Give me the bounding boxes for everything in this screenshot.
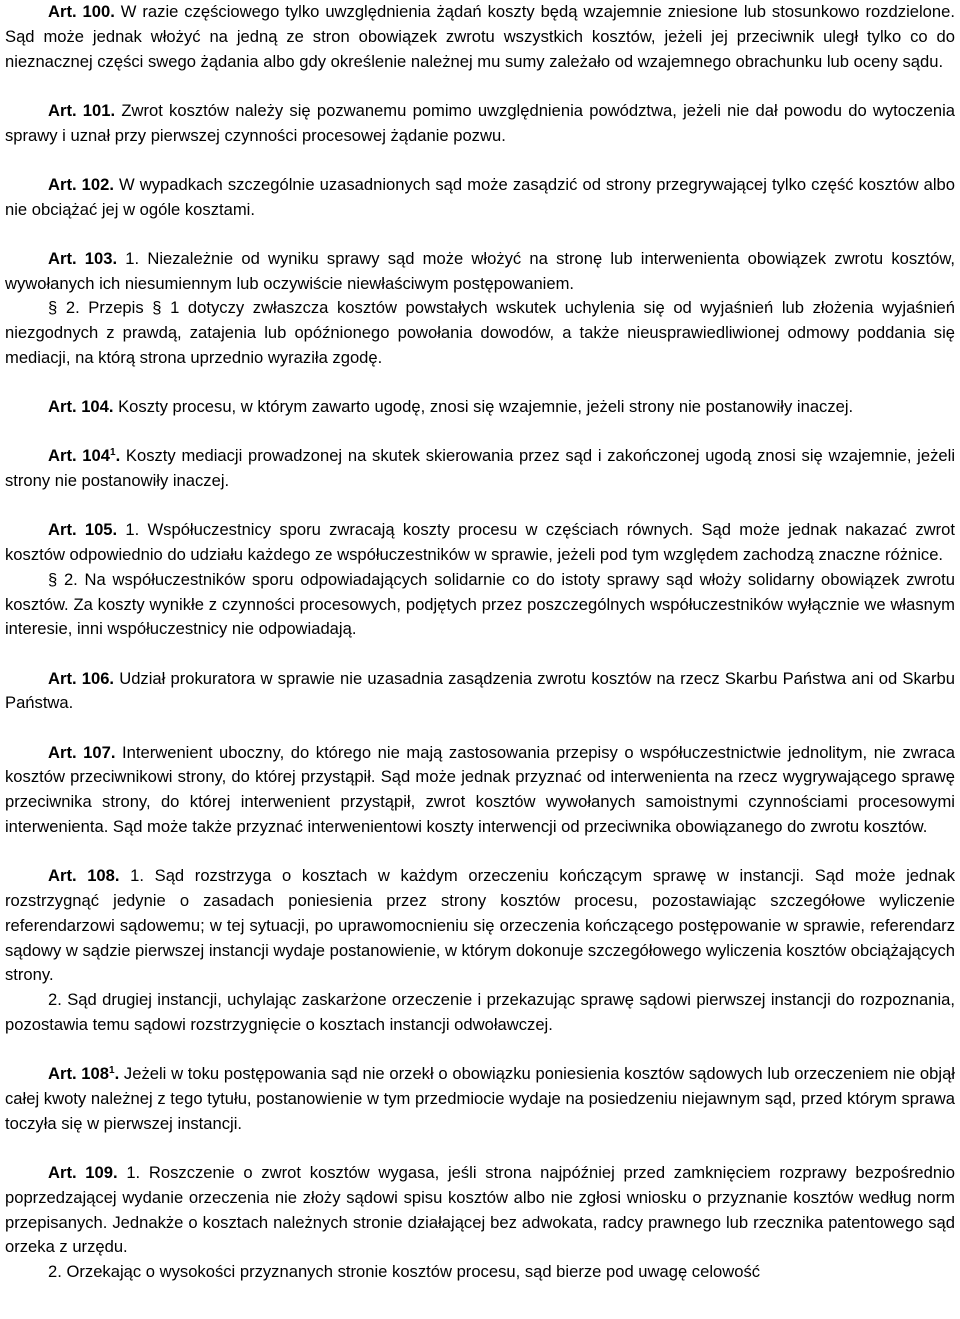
article-art106 [5, 667, 955, 717]
article-label-text: Art. 108. [48, 866, 120, 886]
article-label [48, 866, 120, 885]
article-subparagraph [5, 988, 955, 1038]
paragraph-text: Udział prokuratora w sprawie nie uzasadnia zasądzenia zwrotu kosztów na rzecz Skarbu Państwa ani od Skarbu Państwa. [5, 668, 955, 713]
paragraph-number: 2. [48, 990, 62, 1010]
article-paragraph [5, 99, 955, 149]
paragraph-text: Sąd drugiej instancji, uchylając zaskarżone orzeczenie i przekazując sprawę sądowi pierwszej instancji do rozpoznania, pozostawia temu sądowi rozstrzygnięcie o kosztach instancji odwoławczej. [5, 990, 955, 1035]
article-art108_1 [5, 1062, 955, 1136]
article-art104 [5, 395, 955, 420]
article-art105 [5, 518, 955, 642]
article-label [48, 669, 114, 688]
article-label [48, 743, 115, 762]
article-art104_1 [5, 444, 955, 494]
article-paragraph [5, 247, 955, 297]
paragraph-number: 1. [126, 1162, 141, 1182]
paragraph-text: Zwrot kosztów należy się pozwanemu pomimo uwzględnienia powództwa, jeżeli nie dał powodu do wytoczenia sprawy i uznał przy pierwszej czynności procesowej żądanie pozwu. [5, 100, 955, 145]
article-art102 [5, 173, 955, 223]
article-subparagraph [5, 296, 955, 370]
article-subparagraph [5, 568, 955, 642]
article-label-text: Art. 105. [48, 520, 118, 540]
article-art109 [5, 1161, 955, 1285]
article-paragraph [5, 0, 955, 74]
paragraph-text: Niezależnie od wyniku sprawy sąd może włożyć na stronę lub interwenienta obowiązek zwrotu kosztów, wywołanych ich niesumiennym lub oczywiście niewłaściwym postępowaniem. [5, 248, 955, 293]
article-label-text: Art. 107. [48, 742, 116, 762]
article-label [48, 446, 120, 465]
article-label-text: Art. 104 [48, 446, 110, 466]
article-art101 [5, 99, 955, 149]
paragraph-text: Sąd rozstrzyga o kosztach w każdym orzeczeniu kończącym sprawę w instancji. Sąd może jednak rozstrzygnąć jedynie o zasadach poniesienia przez strony kosztów procesu, pozostawiając szczegółowe wyliczenie referendarzowi sądowemu; w tej sytuacji, po uprawomocnieniu się orzeczenia kończącego postępowanie w sprawie, referendarz sądowy w sądzie pierwszej instancji wydaje postanowienie, w którym dokonuje szczegółowego wyliczenia kosztów obciążających strony. [5, 866, 956, 985]
article-label-superscript: 1 [110, 447, 116, 459]
paragraph-text: Orzekając o wysokości przyznanych stronie kosztów procesu, sąd bierze pod uwagę celowość [66, 1262, 761, 1282]
article-art103 [5, 247, 955, 371]
article-art107 [5, 741, 955, 840]
article-label-text: Art. 108 [48, 1064, 109, 1084]
article-label [48, 397, 113, 416]
paragraph-text: Koszty procesu, w którym zawarto ugodę, znosi się wzajemnie, jeżeli strony nie postanowiły inaczej. [118, 397, 854, 417]
article-label-text: Art. 109. [48, 1162, 118, 1182]
paragraph-text: Przepis § 1 dotyczy zwłaszcza kosztów powstałych wskutek uchylenia się od wyjaśnień lub złożenia wyjaśnień niezgodnych z prawdą, zatajenia lub opóźnionego powołania dowodów, a także nieusprawiedliwionej odmowy poddania się mediacji, na którą strona uprzednio wyraziła zgodę. [5, 298, 955, 367]
article-label-text: Art. 102. [48, 174, 114, 194]
paragraph-number: 1. [125, 248, 140, 268]
paragraph-number: § 2. [48, 298, 80, 318]
article-label-text: Art. 106. [48, 668, 115, 688]
article-art108 [5, 864, 955, 1038]
paragraph-text: Współuczestnicy sporu zwracają koszty procesu w częściach równych. Sąd może jednak nakazać zwrot kosztów odpowiednio do udziału każdego ze współuczestników w sprawie, jeżeli pod tym względem zachodzą znaczne różnice. [5, 520, 955, 565]
article-paragraph [5, 1161, 955, 1260]
article-subparagraph [5, 1260, 955, 1285]
article-label [48, 101, 115, 120]
article-paragraph [5, 864, 955, 988]
article-label-text: Art. 103. [48, 248, 118, 268]
paragraph-text: Na współuczestników sporu odpowiadających solidarnie co do istoty sprawy sąd włoży solidarny obowiązek zwrotu kosztów. Za koszty wynikłe z czynności procesowych, podjętych przez poszczególnych współuczestników wyłącznie we własnym interesie, inni współuczestnicy nie odpowiadają. [5, 569, 955, 639]
document-page [5, 0, 955, 1309]
article-paragraph [5, 444, 955, 494]
paragraph-text: Koszty mediacji prowadzonej na skutek skierowania przez sąd i zakończonej ugodą znosi się wzajemnie, jeżeli strony nie postanowiły inaczej. [5, 446, 956, 491]
article-paragraph [5, 173, 955, 223]
article-label-tail: . [115, 446, 121, 466]
paragraph-text: W razie częściowego tylko uwzględnienia żądań koszty będą wzajemnie zniesione lub stosunkowo rozdzielone. Sąd może jednak włożyć na jedną ze stron obowiązek zwrotu wszystkich kosztów, jeżeli jej przeciwnik uległ tylko co do nieznacznej części swego żądania albo gdy określenie należnej mu sumy zależało od wzajemnego obrachunku lub oceny sądu. [5, 2, 955, 71]
article-label [48, 520, 117, 539]
paragraph-number: 1. [130, 866, 144, 886]
article-label [48, 175, 114, 194]
article-art100 [5, 0, 955, 74]
paragraph-number: 1. [125, 520, 140, 540]
article-paragraph [5, 741, 955, 840]
article-label [48, 1064, 119, 1083]
paragraph-number: § 2. [48, 569, 78, 589]
paragraph-text: Interwenient uboczny, do którego nie mają zastosowania przepisy o współuczestnictwie jednolitym, nie zwraca kosztów przeciwnikowi strony, do której przystąpił. Sąd może jednak przyznać od interwenienta na rzecz wygrywającego sprawę przeciwnika strony, do której interwenient przystąpił, zwrot kosztów wywołanych samoistnymi czynnościami procesowymi interwenienta. Sąd może także przyznać interwenientowi koszty interwencji od przeciwnika obowiązanego do zwrotu kosztów. [5, 742, 955, 837]
article-label [48, 249, 117, 268]
article-label-text: Art. 101. [48, 100, 116, 120]
paragraph-text: Jeżeli w toku postępowania sąd nie orzekł o obowiązku poniesienia kosztów sądowych lub orzeczeniem nie objął całej kwoty należnej z tego tytułu, postanowienie w tym przedmiocie wydaje na posiedzeniu niejawnym sąd, przed którym sprawa toczyła się w pierwszej instancji. [5, 1064, 955, 1133]
article-paragraph [5, 395, 955, 420]
article-paragraph [5, 518, 955, 568]
article-label-superscript: 1 [109, 1065, 115, 1077]
article-paragraph [5, 1062, 955, 1136]
paragraph-text: Roszczenie o zwrot kosztów wygasa, jeśli strona najpóźniej przed zamknięciem rozprawy bezpośrednio poprzedzającej wydanie orzeczenia nie złoży sądowi spisu kosztów albo nie zgłosi wniosku o przyznanie kosztów według norm przepisanych. Jednakże o kosztach należnych stronie działającej bez adwokata, radcy prawnego lub rzecznika patentowego sąd orzeka z urzędu. [5, 1162, 955, 1257]
article-paragraph [5, 667, 955, 717]
article-label-text: Art. 100. [48, 2, 115, 21]
article-label-text: Art. 104. [48, 397, 114, 417]
article-label [48, 1163, 118, 1182]
paragraph-text: W wypadkach szczególnie uzasadnionych sąd może zasądzić od strony przegrywającej tylko część kosztów albo nie obciążać jej w ogóle kosztami. [5, 174, 956, 219]
article-label-tail: . [114, 1064, 120, 1084]
article-label [48, 2, 115, 21]
paragraph-number: 2. [48, 1262, 62, 1282]
